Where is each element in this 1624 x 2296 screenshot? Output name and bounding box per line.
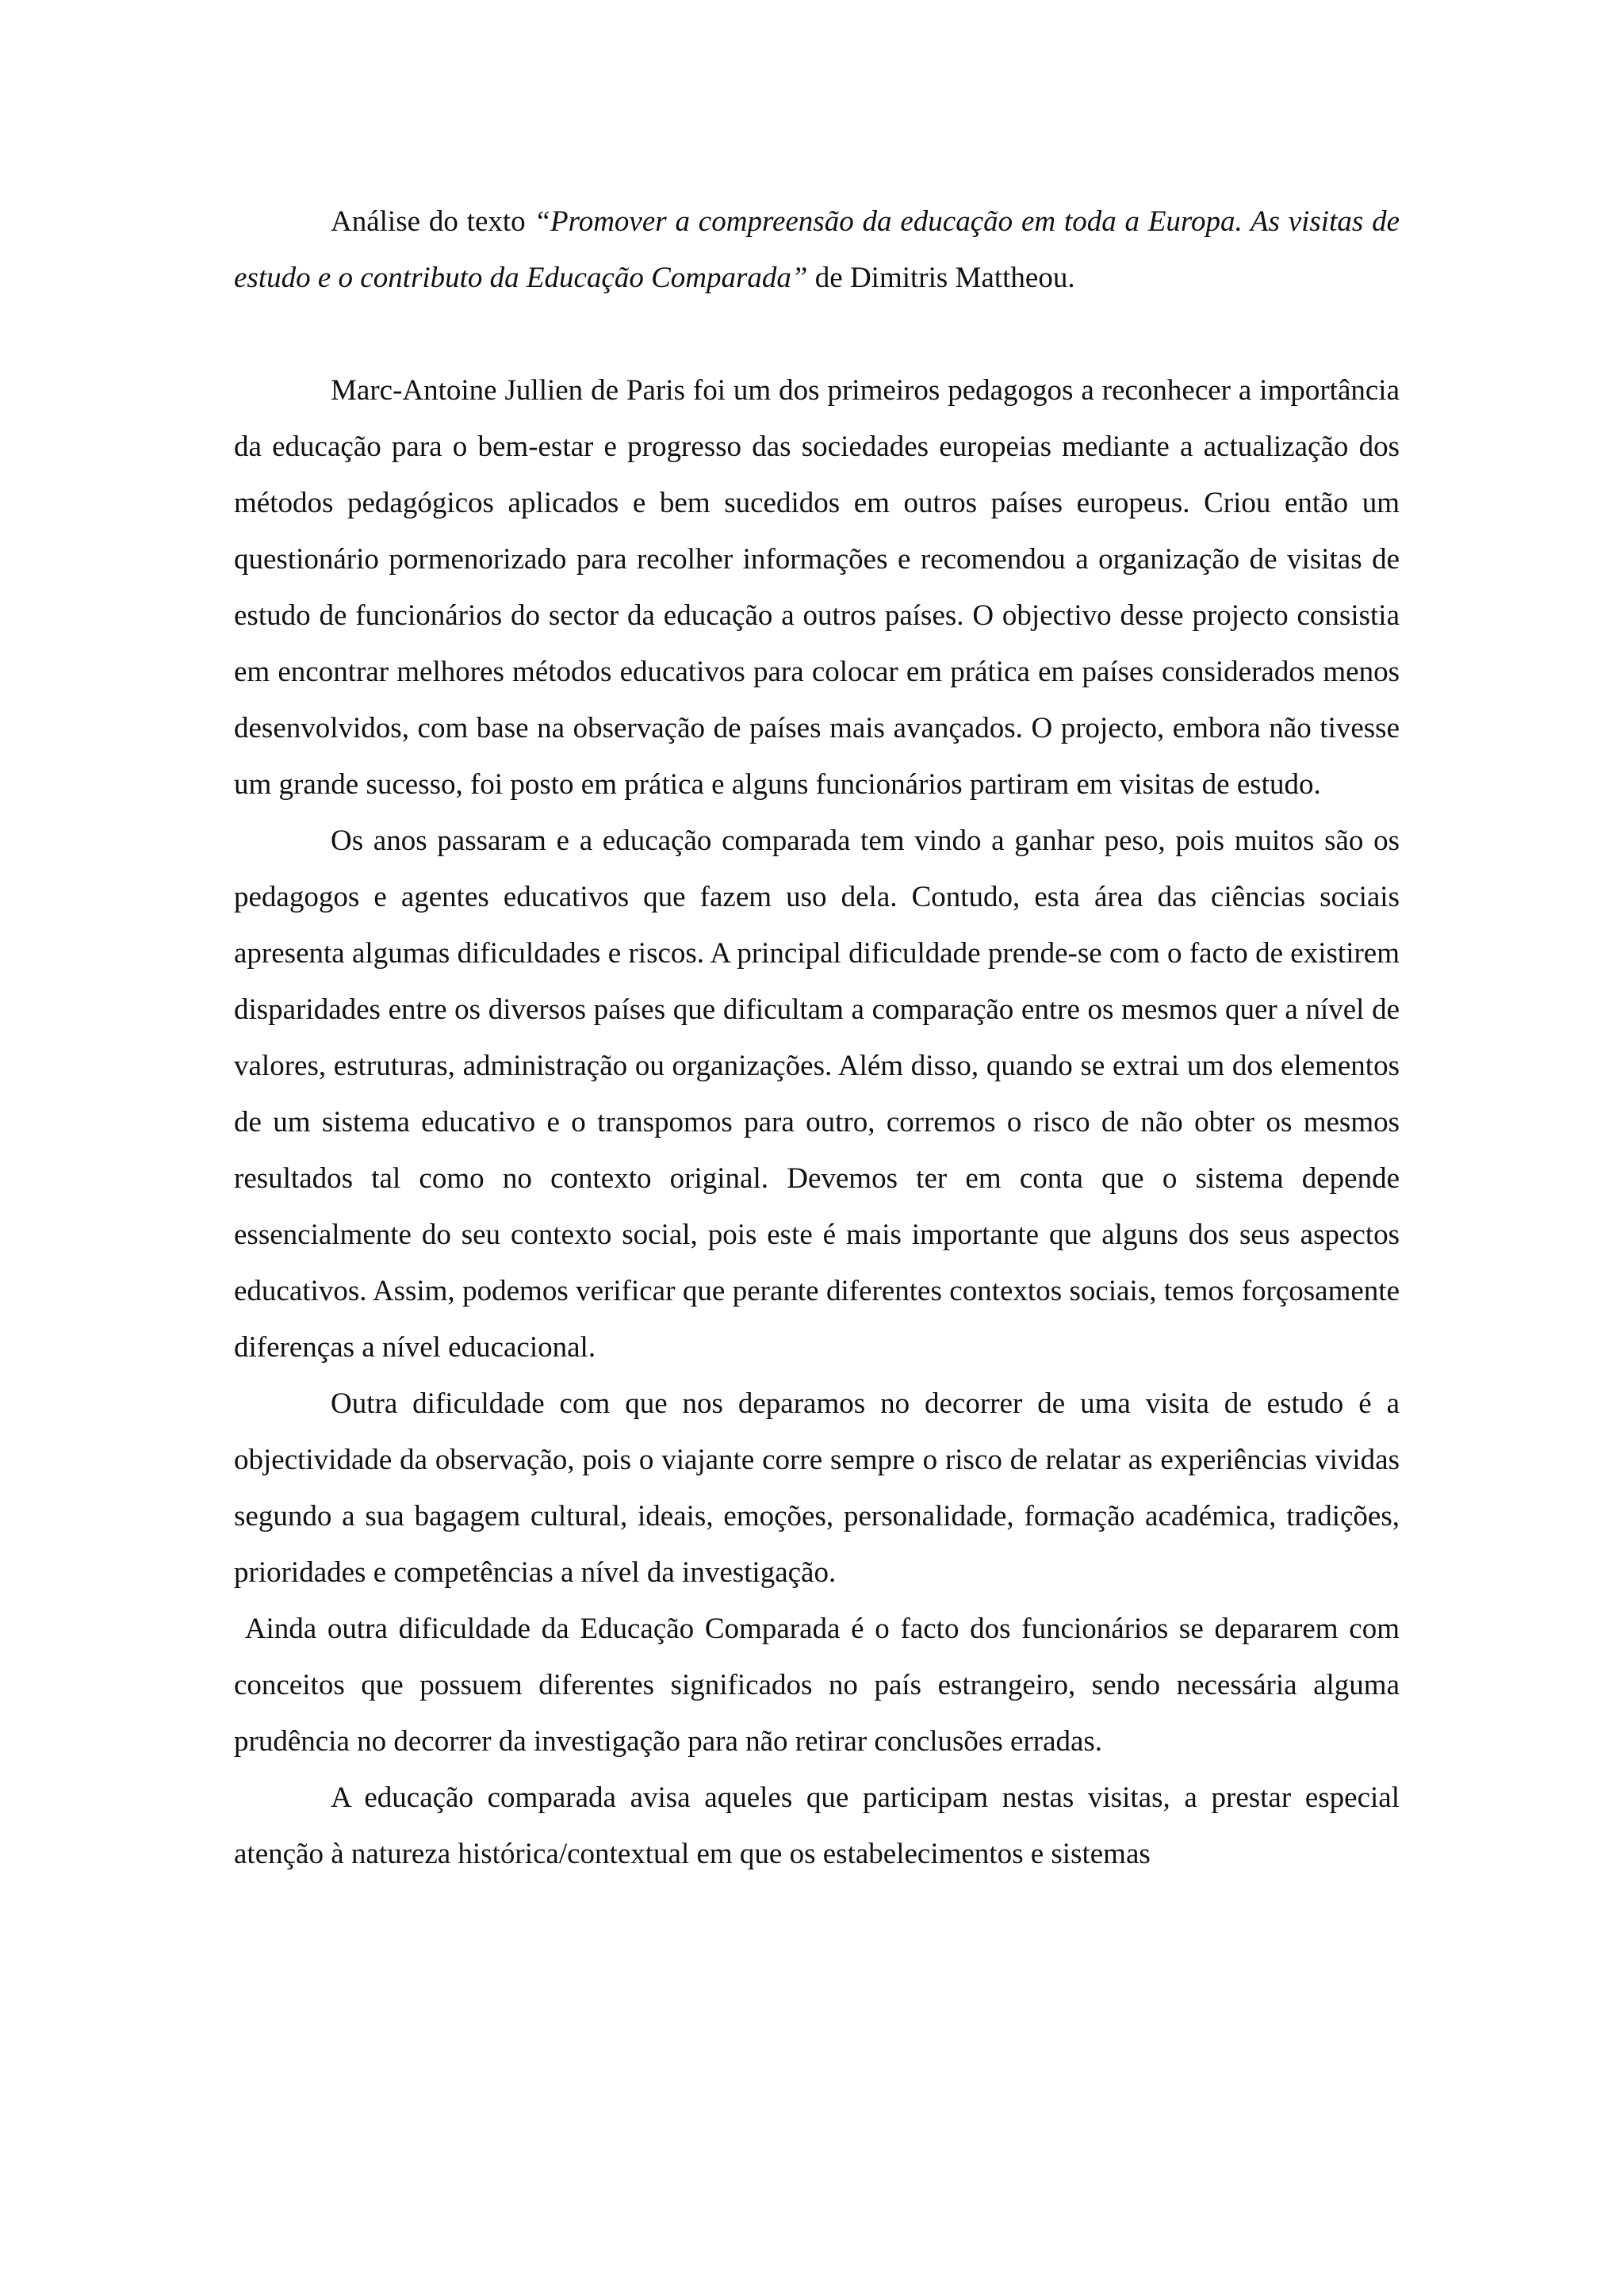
paragraph-5: A educação comparada avisa aqueles que participam nestas visitas, a prestar especial atenção à natureza histórica/contextual em que os estabelecimentos e sistemas: [234, 1781, 1400, 1870]
intro-prefix: Análise do texto: [331, 205, 534, 238]
intro-suffix: de Dimitris Mattheou.: [807, 262, 1075, 294]
quoted-title: “Promover a compreensão da educação em toda a Europa. As visitas de estudo e o contributo da Educação Comparada”: [234, 205, 1400, 294]
paragraph-gap: [234, 306, 1400, 362]
intro-paragraph: [234, 193, 1400, 306]
paragraph-1: Marc-Antoine Jullien de Paris foi um dos primeiros pedagogos a reconhecer a importância da educação para o bem-estar e progresso das sociedades europeias mediante a actualização dos métodos pedagógicos aplicados e bem sucedidos em outros países europeus. Criou então um questionário pormenorizado para recolher informações e recomendou a organização de visitas de estudo de funcionários do sector da educação a outros países. O objectivo desse projecto consistia em encontrar melhores métodos educativos para colocar em prática em países considerados menos desenvolvidos, com base na observação de países mais avançados. O projecto, embora não tivesse um grande sucesso, foi posto em prática e alguns funcionários partiram em visitas de estudo.: [234, 374, 1400, 801]
paragraph-2: Os anos passaram e a educação comparada tem vindo a ganhar peso, pois muitos são os pedagogos e agentes educativos que fazem uso dela. Contudo, esta área das ciências sociais apresenta algumas dificuldades e riscos. A principal dificuldade prende-se com o facto de existirem disparidades entre os diversos países que dificultam a comparação entre os mesmos quer a nível de valores, estruturas, administração ou organizações. Além disso, quando se extrai um dos elementos de um sistema educativo e o transpomos para outro, corremos o risco de não obter os mesmos resultados tal como no contexto original. Devemos ter em conta que o sistema depende essencialmente do seu contexto social, pois este é mais importante que alguns dos seus aspectos educativos. Assim, podemos verificar que perante diferentes contextos sociais, temos forçosamente diferenças a nível educacional.: [234, 825, 1400, 1364]
paragraph-4-text: Ainda outra dificuldade da Educação Comparada é o facto dos funcionários se depararem com conceitos que possuem diferentes significados no país estrangeiro, sendo necessária alguma prudência no decorrer da investigação para não retirar conclusões erradas.: [234, 1613, 1400, 1758]
paragraph-3: Outra dificuldade com que nos deparamos no decorrer de uma visita de estudo é a objectividade da observação, pois o viajante corre sempre o risco de relatar as experiências vividas segundo a sua bagagem cultural, ideais, emoções, personalidade, formação académica, tradições, prioridades e competências a nível da investigação.: [234, 1387, 1400, 1589]
paragraph-4: [234, 1601, 1400, 1770]
document-body: [234, 193, 1400, 1882]
